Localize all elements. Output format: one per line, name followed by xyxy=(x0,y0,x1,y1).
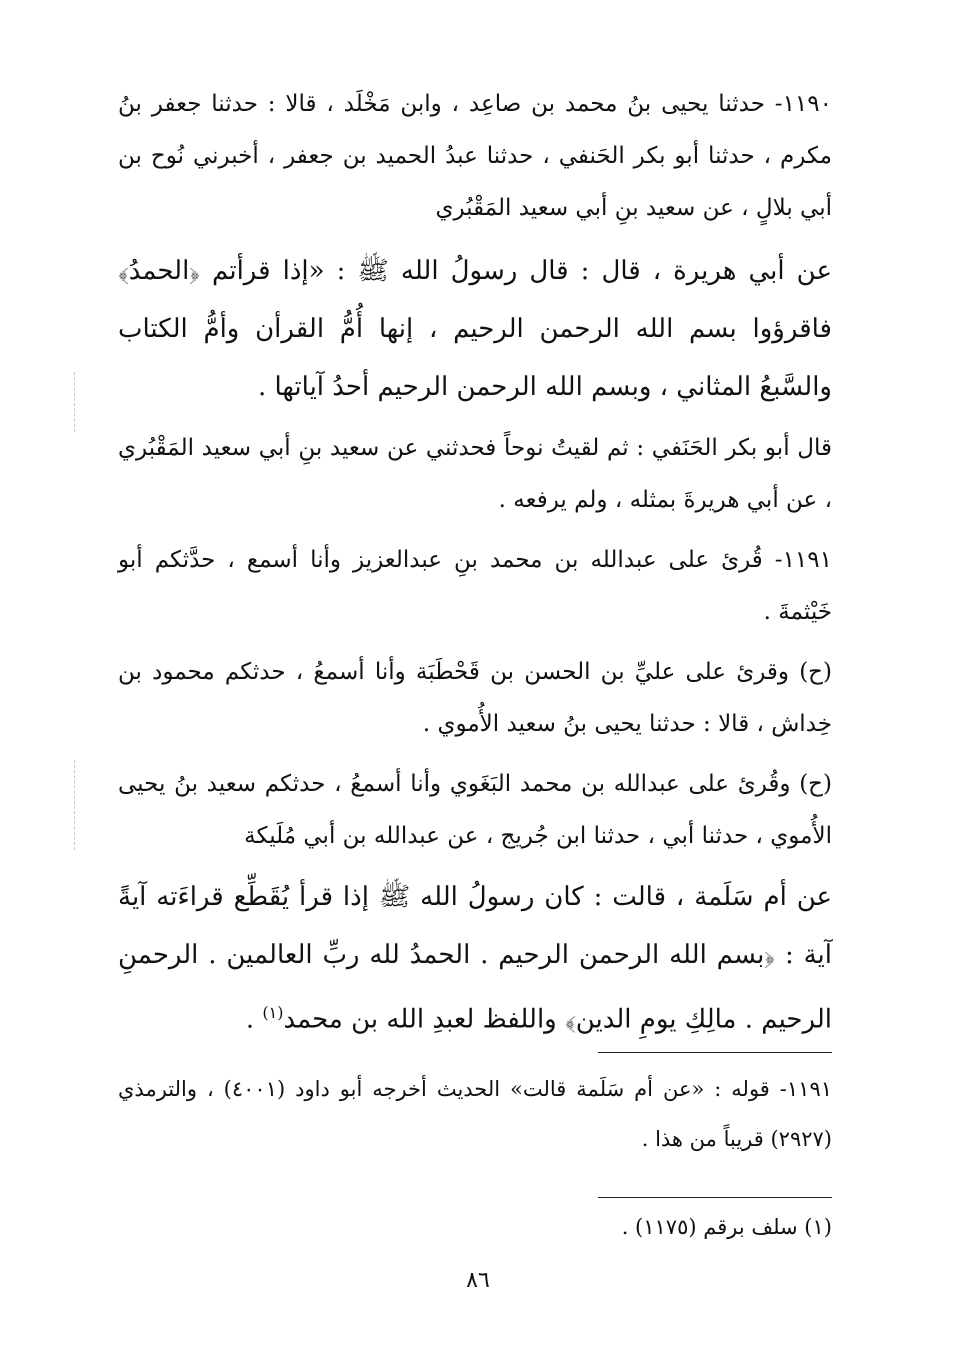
takhrij-footnote: ١١٩١- قوله : «عن أم سَلَمة قالت» الحديث أخرجه أبو داود (٤٠٠١) ، والترمذي (٢٩٢٧) قريباً من هذا . xyxy=(118,1077,833,1151)
hadith-1191-isnad: ١١٩١- قُرئ على عبدالله بن محمد بنِ عبدالعزيز وأنا أسمع ، حدَّثكم أبو خَيْثمةَ . xyxy=(118,547,832,625)
hadith-1190-matn: عن أبي هريرة ، قال : قال رسولُ الله ﷺ : «إذا قرأتم ﴿الحمدُ﴾ فاقرؤوا بسم الله الرحمن الرحيم ، إنها أُمُّ القرأن وأمُّ الكتاب والسَّبعُ المثاني ، وبسم الله الرحمن الرحيم أحدُ آياتها . xyxy=(118,256,832,402)
margin-mark xyxy=(74,760,75,850)
margin-mark xyxy=(74,372,75,432)
footnote-divider-secondary xyxy=(598,1197,832,1198)
hadith-1191-hawala-1: (ح) وقرئ على عليِّ بن الحسن بن قَحْطَبَة وأنا أسمعُ ، حدثكم محمود بن خِداش ، قالا : حدثنا يحيى بنُ سعيد الأُموي . xyxy=(118,659,832,737)
numbered-footnote: (١) سلف برقم (١١٧٥) . xyxy=(621,1215,832,1239)
hadith-1191-matn-text: عن أم سَلَمة ، قالت : كان رسولُ الله ﷺ إذا قرأ يُقَطِّع قراءَته آيةً آية : ﴿بسم الله الرحمن الرحيم . الحمدُ لله ربِّ العالمين . الرحمنِ الرحيم . مالِكِ يومِ الدين﴾ واللفظ لعبدِ الله بن محمد xyxy=(118,882,832,1035)
footnote-divider xyxy=(598,1052,832,1053)
page-number: ٨٦ xyxy=(466,1268,490,1293)
hadith-1191-matn-end: . xyxy=(245,1004,263,1035)
hadith-1191-matn xyxy=(118,868,832,1049)
footnote-reference: (١) xyxy=(262,1003,284,1022)
hadith-1190-isnad: ١١٩٠- حدثنا يحيى بنُ محمد بن صاعِد ، وابن مَخْلَد ، قالا : حدثنا جعفر بنُ مكرم ، حدثنا أبو بكر الحَنفي ، حدثنا عبدُ الحميد بن جعفر ، أخبرني نُوح بن أبي بلالٍ ، عن سعيد بنِ أبي سعيد المَقْبُري xyxy=(118,91,832,221)
main-text xyxy=(118,78,832,1059)
hadith-1191-hawala-2: (ح) وقُرئ على عبدالله بن محمد البَغَوي وأنا أسمعُ ، حدثكم سعيد بنُ يحيى الأُموي ، حدثنا أبي ، حدثنا ابن جُريج ، عن عبدالله بن أبي مُلَيكة xyxy=(118,771,832,849)
hadith-1190-note: قال أبو بكر الحَنَفي : ثم لقيتُ نوحاً فحدثني عن سعيد بنِ أبي سعيد المَقْبُري ، عن أبي هريرةَ بمثله ، ولم يرفعه . xyxy=(118,435,832,513)
